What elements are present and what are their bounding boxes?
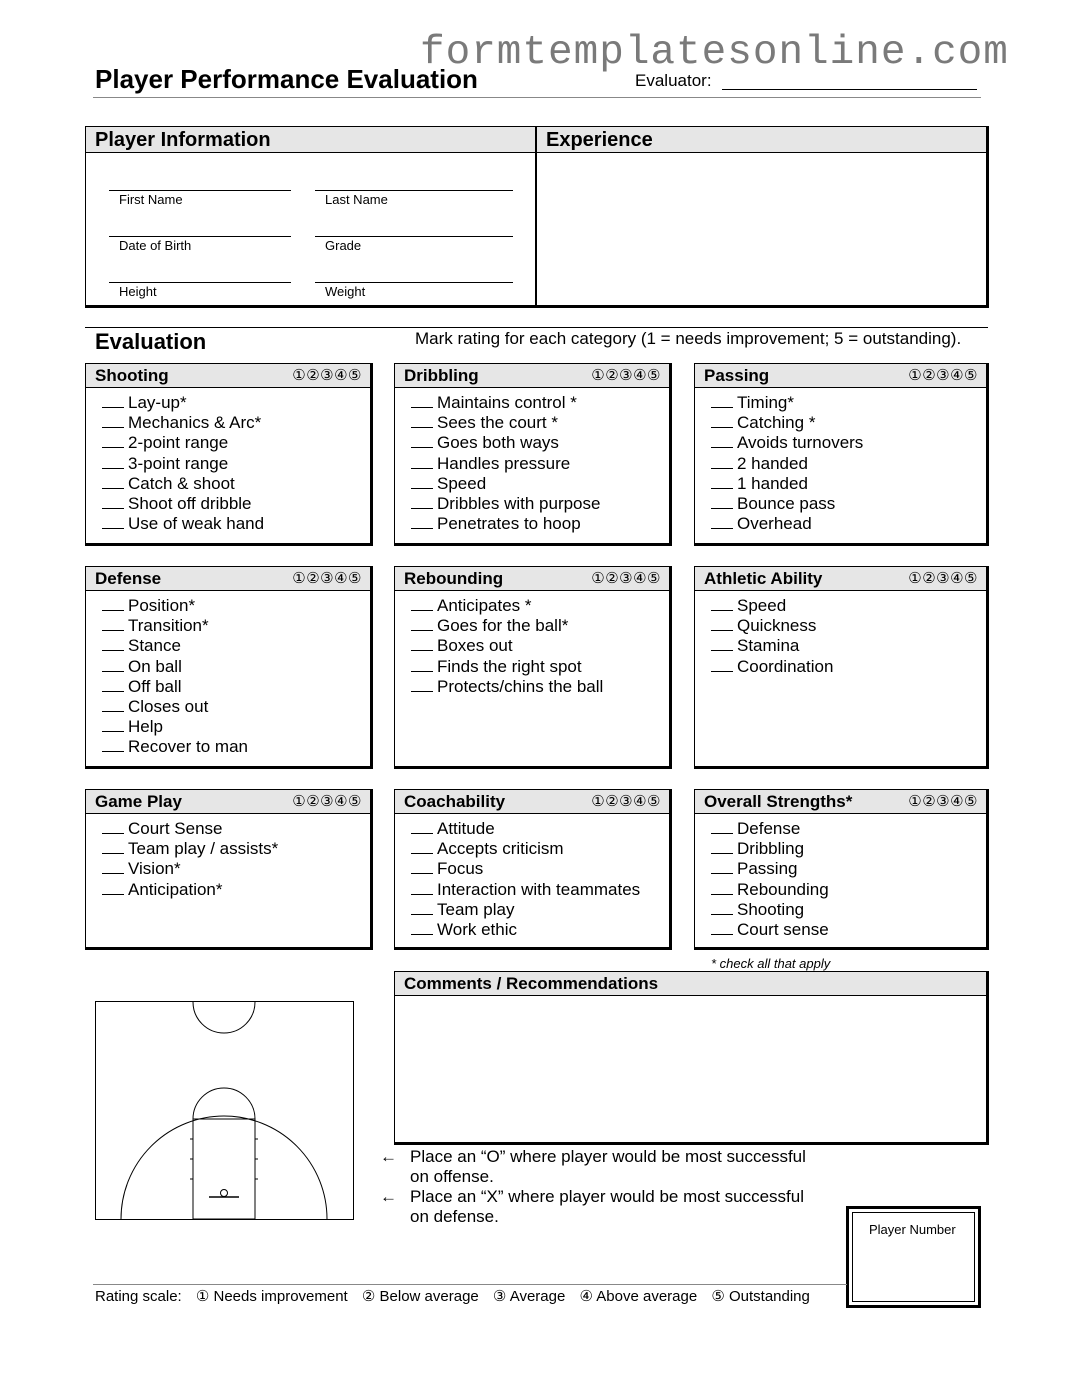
check-blank[interactable] bbox=[711, 394, 733, 408]
checklist-item bbox=[411, 413, 669, 433]
checklist-item-label: Interaction with teammates bbox=[437, 879, 641, 899]
game_play-title: Game Play bbox=[95, 792, 182, 811]
watermark: formtemplatesonline.com bbox=[420, 30, 1009, 76]
checklist-item-label: Help bbox=[128, 717, 163, 737]
checklist-item bbox=[711, 920, 986, 940]
passing-title: Passing bbox=[704, 366, 770, 385]
checklist-item-label: Transition* bbox=[128, 616, 209, 636]
check-blank[interactable] bbox=[411, 637, 433, 651]
checklist-item bbox=[711, 413, 986, 433]
checklist-item bbox=[711, 393, 986, 413]
check-blank[interactable] bbox=[102, 434, 124, 448]
checklist-item-label: Team play / assists* bbox=[128, 839, 279, 859]
coachability-title: Coachability bbox=[404, 792, 506, 811]
checklist-item bbox=[411, 900, 669, 920]
check-blank[interactable] bbox=[411, 840, 433, 854]
check-blank[interactable] bbox=[102, 840, 124, 854]
check-blank[interactable] bbox=[411, 658, 433, 672]
checklist-item bbox=[102, 616, 370, 636]
check-blank[interactable] bbox=[711, 901, 733, 915]
check-blank[interactable] bbox=[102, 658, 124, 672]
checklist-item-label: Stance bbox=[128, 636, 181, 656]
check-blank[interactable] bbox=[711, 820, 733, 834]
checklist-item bbox=[411, 880, 669, 900]
checklist-item-label: Speed bbox=[737, 596, 787, 615]
rating-scale-1: ① Needs improvement bbox=[195, 1288, 348, 1305]
checklist-item bbox=[411, 514, 669, 534]
defense-instruction: ← Place an “X” where player would be most successful on defense. bbox=[380, 1187, 805, 1226]
checklist-item bbox=[411, 657, 669, 677]
athletic-rating-selector[interactable]: ①②③④⑤ bbox=[908, 570, 978, 587]
check-blank[interactable] bbox=[711, 434, 733, 448]
title-divider bbox=[93, 97, 981, 98]
checklist-item bbox=[711, 616, 986, 636]
checklist-item-label: Catching * bbox=[737, 413, 816, 433]
check-blank[interactable] bbox=[711, 617, 733, 631]
checklist-item-label: 3-point range bbox=[128, 453, 229, 473]
check-blank[interactable] bbox=[411, 860, 433, 874]
checklist-item-label: Stamina bbox=[737, 636, 800, 656]
checklist-item bbox=[711, 433, 986, 453]
shooting-rating-selector[interactable]: ①②③④⑤ bbox=[292, 367, 362, 384]
checklist-item-label: Shoot off dribble bbox=[128, 494, 252, 514]
athletic-title: Athletic Ability bbox=[704, 569, 823, 588]
checklist-item-label: Dribbles with purpose bbox=[437, 494, 601, 514]
passing-box bbox=[694, 363, 989, 546]
checklist-item bbox=[102, 636, 370, 656]
checklist-item-label: 1 handed bbox=[737, 473, 808, 493]
checklist-item-label: Bounce pass bbox=[737, 494, 836, 514]
checklist-item bbox=[411, 839, 669, 859]
game-play-box bbox=[85, 789, 373, 950]
check-blank[interactable] bbox=[411, 921, 433, 935]
game_play-checklist bbox=[86, 814, 370, 900]
checklist-item-label: Timing* bbox=[737, 393, 794, 412]
player-number-label: Player Number bbox=[852, 1212, 975, 1302]
checklist-item bbox=[102, 859, 370, 879]
checklist-item bbox=[102, 880, 370, 900]
checklist-item-label: Anticipates * bbox=[437, 596, 532, 615]
check-blank[interactable] bbox=[102, 617, 124, 631]
checklist-item bbox=[711, 839, 986, 859]
check-blank[interactable] bbox=[411, 455, 433, 469]
check-blank[interactable] bbox=[411, 617, 433, 631]
checklist-item-label: Handles pressure bbox=[437, 453, 571, 473]
checklist-item-label: Speed bbox=[437, 473, 487, 493]
checklist-item-label: 2 handed bbox=[737, 453, 808, 473]
free-throw-circle bbox=[193, 1088, 255, 1119]
rebounding-rating-selector[interactable]: ①②③④⑤ bbox=[591, 570, 661, 587]
arrow-left-icon: ← bbox=[380, 1187, 397, 1206]
rating-scale-5: ⑤ Outstanding bbox=[711, 1288, 810, 1305]
check-blank[interactable] bbox=[102, 515, 124, 529]
checklist-item-label: Rebounding bbox=[737, 879, 829, 899]
checklist-item bbox=[411, 393, 669, 413]
checklist-item bbox=[411, 596, 669, 616]
checklist-item bbox=[102, 657, 370, 677]
rating-scale-4: ④ Above average bbox=[579, 1288, 698, 1305]
checklist-item-label: 2-point range bbox=[128, 433, 229, 453]
checklist-item bbox=[411, 616, 669, 636]
checklist-item bbox=[711, 474, 986, 494]
check-blank[interactable] bbox=[411, 414, 433, 428]
checklist-item bbox=[102, 677, 370, 697]
checklist-item-label: Accepts criticism bbox=[437, 839, 564, 859]
checklist-item bbox=[411, 920, 669, 940]
evaluator-label: Evaluator: bbox=[635, 71, 712, 90]
checklist-item-label: Use of weak hand bbox=[128, 514, 265, 534]
checklist-item-label: Work ethic bbox=[437, 920, 517, 940]
check-blank[interactable] bbox=[102, 475, 124, 489]
checklist-item-label: Court sense bbox=[737, 920, 829, 940]
shooting-checklist bbox=[86, 388, 370, 534]
hoop bbox=[221, 1190, 228, 1197]
checklist-item bbox=[711, 636, 986, 656]
checklist-item bbox=[711, 859, 986, 879]
checklist-item-label: Coordination bbox=[737, 656, 834, 676]
check-blank[interactable] bbox=[411, 495, 433, 509]
rating-scale-3: ③ Average bbox=[492, 1288, 566, 1305]
passing-rating-selector[interactable]: ①②③④⑤ bbox=[908, 367, 978, 384]
checklist-item bbox=[102, 393, 370, 413]
checklist-item-label: Boxes out bbox=[437, 636, 513, 656]
check-blank[interactable] bbox=[711, 840, 733, 854]
rating-scale-label: Rating scale: bbox=[95, 1288, 182, 1305]
checklist-item-label: Defense bbox=[737, 819, 801, 838]
checklist-item bbox=[711, 494, 986, 514]
checklist-item bbox=[102, 717, 370, 737]
checklist-item bbox=[102, 697, 370, 717]
checklist-item-label: Court Sense bbox=[128, 819, 223, 838]
checklist-item bbox=[102, 596, 370, 616]
player-number-box[interactable] bbox=[846, 1206, 981, 1308]
athletic-checklist bbox=[695, 591, 986, 677]
checklist-item bbox=[711, 657, 986, 677]
page-title: Player Performance Evaluation bbox=[95, 64, 478, 94]
checklist-item bbox=[711, 514, 986, 534]
checklist-item bbox=[711, 880, 986, 900]
coachability-checklist bbox=[395, 814, 669, 940]
check-blank[interactable] bbox=[711, 495, 733, 509]
overall-title: Overall Strengths* bbox=[704, 792, 853, 811]
check-blank[interactable] bbox=[102, 414, 124, 428]
checklist-item bbox=[102, 494, 370, 514]
arrow-left-icon: ← bbox=[380, 1147, 397, 1166]
court-outline bbox=[96, 1002, 354, 1220]
rebounding-checklist bbox=[395, 591, 669, 697]
game_play-heading bbox=[86, 790, 370, 814]
checklist-item bbox=[102, 514, 370, 534]
first-name-field[interactable] bbox=[109, 190, 291, 207]
checklist-item-label: On ball bbox=[128, 656, 182, 676]
check-blank[interactable] bbox=[102, 495, 124, 509]
checklist-item-label: Mechanics & Arc* bbox=[128, 413, 262, 433]
check-blank[interactable] bbox=[102, 394, 124, 408]
check-blank[interactable] bbox=[102, 881, 124, 895]
checklist-item bbox=[411, 859, 669, 879]
rebounding-title: Rebounding bbox=[404, 569, 504, 588]
checklist-item-label: Maintains control * bbox=[437, 393, 577, 412]
dob-label: Date of Birth bbox=[119, 238, 192, 253]
experience-heading: Experience bbox=[537, 127, 986, 153]
checklist-item-label: Quickness bbox=[737, 616, 817, 636]
checklist-item bbox=[411, 636, 669, 656]
checklist-item-label: Passing bbox=[737, 859, 798, 879]
defense-title: Defense bbox=[95, 569, 162, 588]
athletic-ability-box bbox=[694, 566, 989, 769]
check-blank[interactable] bbox=[711, 921, 733, 935]
checklist-item bbox=[411, 494, 669, 514]
overall-strengths-box bbox=[694, 789, 989, 950]
check-blank[interactable] bbox=[102, 637, 124, 651]
coachability-box bbox=[394, 789, 672, 950]
check-blank[interactable] bbox=[711, 881, 733, 895]
checklist-item-label: Closes out bbox=[128, 697, 209, 717]
shooting-title: Shooting bbox=[95, 366, 169, 385]
dribbling-title: Dribbling bbox=[404, 366, 479, 385]
evaluation-divider bbox=[85, 327, 988, 328]
overall-heading bbox=[695, 790, 986, 814]
three-point-arc bbox=[121, 1116, 327, 1219]
check-blank[interactable] bbox=[411, 820, 433, 834]
checklist-item-label: Attitude bbox=[437, 819, 495, 838]
check-blank[interactable] bbox=[102, 820, 124, 834]
check-blank[interactable] bbox=[411, 394, 433, 408]
checklist-item-label: Lay-up* bbox=[128, 393, 187, 412]
checklist-item-label: Dribbling bbox=[737, 839, 805, 859]
checklist-item-label: Goes for the ball* bbox=[437, 616, 569, 636]
overall-checklist bbox=[695, 814, 986, 940]
passing-heading bbox=[695, 364, 986, 388]
coachability-rating-selector[interactable]: ①②③④⑤ bbox=[591, 793, 661, 810]
center-circle bbox=[193, 1002, 255, 1033]
checklist-item bbox=[711, 596, 986, 616]
last-name-field[interactable] bbox=[315, 190, 513, 207]
rating-scale-2: ② Below average bbox=[361, 1288, 479, 1305]
check-blank[interactable] bbox=[102, 738, 124, 752]
height-field[interactable] bbox=[109, 282, 291, 299]
checklist-item bbox=[102, 413, 370, 433]
check-blank[interactable] bbox=[411, 881, 433, 895]
game_play-rating-selector[interactable]: ①②③④⑤ bbox=[292, 793, 362, 810]
offense-instruction: ← Place an “O” where player would be most successful on offense. bbox=[380, 1147, 806, 1186]
checklist-item bbox=[711, 454, 986, 474]
checklist-item-label: Focus bbox=[437, 859, 484, 879]
grade-label: Grade bbox=[325, 238, 362, 253]
checklist-item-label: Position* bbox=[128, 596, 196, 615]
shooting-heading bbox=[86, 364, 370, 388]
check-blank[interactable] bbox=[711, 860, 733, 874]
dribbling-rating-selector[interactable]: ①②③④⑤ bbox=[591, 367, 661, 384]
checklist-item-label: Finds the right spot bbox=[437, 656, 582, 676]
evaluation-instructions: Mark rating for each category (1 = needs improvement; 5 = outstanding). bbox=[415, 329, 962, 348]
last-name-label: Last Name bbox=[325, 192, 388, 207]
check-blank[interactable] bbox=[102, 860, 124, 874]
checklist-item bbox=[102, 433, 370, 453]
check-all-note: * check all that apply bbox=[711, 956, 831, 971]
footer-divider bbox=[93, 1284, 847, 1285]
checklist-item bbox=[102, 737, 370, 757]
athletic-heading bbox=[695, 567, 986, 591]
defense-heading bbox=[86, 567, 370, 591]
check-blank[interactable] bbox=[411, 515, 433, 529]
checklist-item-label: Vision* bbox=[128, 859, 181, 879]
checklist-item-label: Avoids turnovers bbox=[737, 433, 864, 453]
checklist-item bbox=[102, 454, 370, 474]
checklist-item bbox=[711, 819, 986, 839]
overall-rating-selector[interactable]: ①②③④⑤ bbox=[908, 793, 978, 810]
check-blank[interactable] bbox=[711, 475, 733, 489]
checklist-item-label: Recover to man bbox=[128, 737, 248, 757]
checklist-item bbox=[411, 474, 669, 494]
shooting-box bbox=[85, 363, 373, 546]
dribbling-box bbox=[394, 363, 672, 546]
check-blank[interactable] bbox=[102, 455, 124, 469]
key-lane bbox=[193, 1119, 255, 1219]
height-label: Height bbox=[119, 284, 157, 299]
checklist-item-label: Anticipation* bbox=[128, 879, 223, 899]
weight-field[interactable] bbox=[315, 282, 513, 299]
evaluator-field[interactable] bbox=[722, 89, 977, 90]
checklist-item-label: Penetrates to hoop bbox=[437, 514, 581, 534]
check-blank[interactable] bbox=[411, 678, 433, 692]
defense-box bbox=[85, 566, 373, 769]
coachability-heading bbox=[395, 790, 669, 814]
check-blank[interactable] bbox=[411, 434, 433, 448]
check-blank[interactable] bbox=[711, 414, 733, 428]
checklist-item bbox=[102, 839, 370, 859]
first-name-label: First Name bbox=[119, 192, 183, 207]
checklist-item-label: Off ball bbox=[128, 676, 182, 696]
dob-field[interactable] bbox=[109, 236, 291, 253]
player-info-section bbox=[85, 126, 538, 308]
dribbling-heading bbox=[395, 364, 669, 388]
checklist-item bbox=[411, 433, 669, 453]
rebounding-heading bbox=[395, 567, 669, 591]
checklist-item-label: Sees the court * bbox=[437, 413, 558, 433]
checklist-item bbox=[411, 677, 669, 697]
check-blank[interactable] bbox=[411, 475, 433, 489]
checklist-item bbox=[411, 454, 669, 474]
check-blank[interactable] bbox=[102, 718, 124, 732]
comments-heading: Comments / Recommendations bbox=[395, 972, 986, 996]
checklist-item-label: Shooting bbox=[737, 899, 805, 919]
dribbling-checklist bbox=[395, 388, 669, 534]
passing-checklist bbox=[695, 388, 986, 534]
rating-scale bbox=[95, 1287, 820, 1305]
check-blank[interactable] bbox=[711, 658, 733, 672]
checklist-item-label: Catch & shoot bbox=[128, 473, 235, 493]
checklist-item-label: Protects/chins the ball bbox=[437, 676, 604, 696]
checklist-item bbox=[102, 819, 370, 839]
experience-section[interactable] bbox=[536, 126, 989, 308]
comments-section[interactable] bbox=[394, 971, 989, 1145]
checklist-item-label: Goes both ways bbox=[437, 433, 559, 453]
weight-label: Weight bbox=[325, 284, 366, 299]
checklist-item-label: Overhead bbox=[737, 514, 812, 534]
checklist-item bbox=[411, 819, 669, 839]
defense-checklist bbox=[86, 591, 370, 758]
check-blank[interactable] bbox=[711, 597, 733, 611]
check-blank[interactable] bbox=[411, 597, 433, 611]
checklist-item-label: Team play bbox=[437, 899, 515, 919]
evaluation-heading: Evaluation bbox=[95, 329, 207, 354]
check-blank[interactable] bbox=[411, 901, 433, 915]
check-blank[interactable] bbox=[102, 678, 124, 692]
check-blank[interactable] bbox=[711, 455, 733, 469]
check-blank[interactable] bbox=[711, 637, 733, 651]
check-blank[interactable] bbox=[102, 698, 124, 712]
player-info-heading: Player Information bbox=[86, 127, 535, 153]
defense-rating-selector[interactable]: ①②③④⑤ bbox=[292, 570, 362, 587]
check-blank[interactable] bbox=[711, 515, 733, 529]
half-court-diagram[interactable] bbox=[95, 1001, 354, 1220]
grade-field[interactable] bbox=[315, 236, 513, 253]
rebounding-box bbox=[394, 566, 672, 769]
checklist-item bbox=[711, 900, 986, 920]
checklist-item bbox=[102, 474, 370, 494]
check-blank[interactable] bbox=[102, 597, 124, 611]
